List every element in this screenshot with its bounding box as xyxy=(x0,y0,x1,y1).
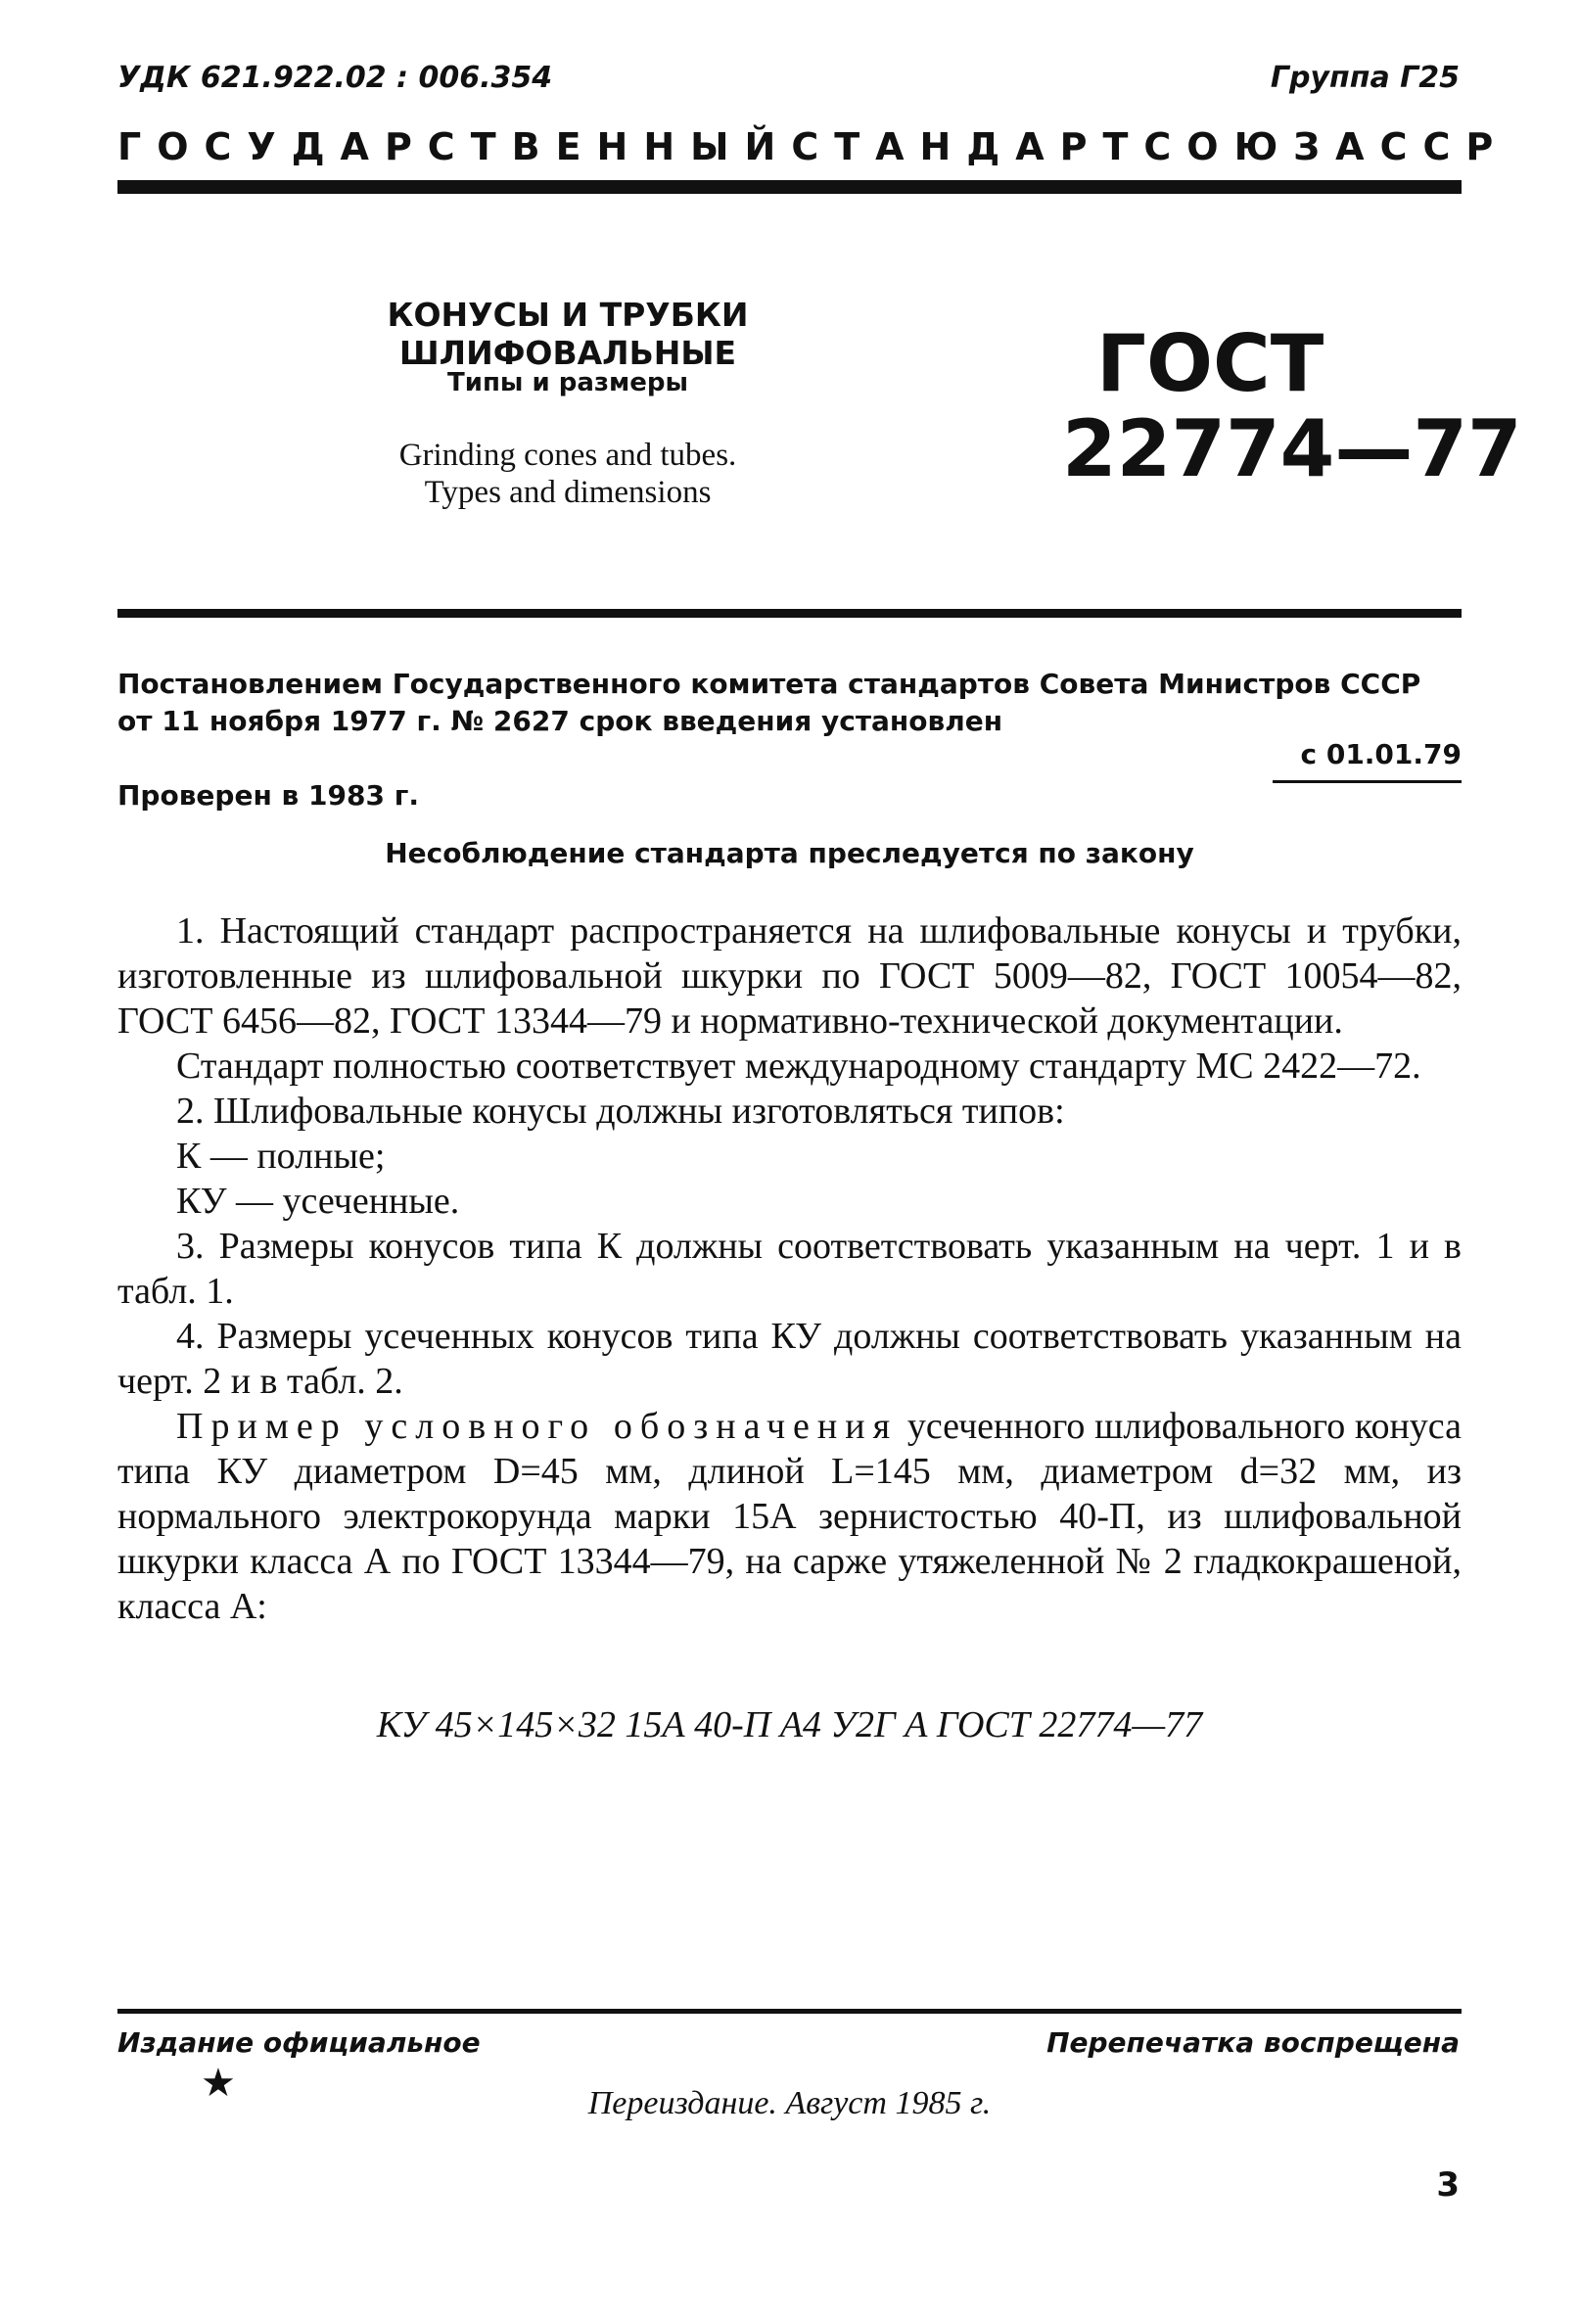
gost-number: 22774—77 xyxy=(1062,403,1522,494)
star-icon: ★ xyxy=(201,2061,236,2105)
paragraph-3: 2. Шлифовальные конусы должны изготовляться типов: xyxy=(176,1091,1065,1132)
english-title-line-1: Grinding cones and tubes. xyxy=(398,438,737,473)
paragraph-8 xyxy=(117,1404,1462,1629)
effective-date: с 01.01.79 xyxy=(1300,738,1462,770)
paragraph-4: К — полные; xyxy=(176,1136,386,1177)
footer-rule xyxy=(117,2009,1462,2014)
reprint-prohibited: Перепечатка воспрещена xyxy=(1046,2026,1460,2059)
udk-code: УДК 621.922.02 : 006.354 xyxy=(117,61,553,95)
english-title-line-2: Types and dimensions xyxy=(424,475,712,510)
date-underline xyxy=(1273,780,1462,783)
paragraph-5: КУ — усеченные. xyxy=(176,1181,460,1222)
page-number: 3 xyxy=(1436,2165,1460,2205)
state-word-1: ГОСУДАРСТВЕННЫЙ xyxy=(117,125,792,168)
state-word-4: ССР xyxy=(1379,125,1509,168)
paragraph-7: 4. Размеры усеченных конусов типа КУ должны соответствовать указанным на черт. 2 и в табл. 2. xyxy=(117,1316,1462,1402)
header-rule xyxy=(117,180,1462,194)
doc-title: КОНУСЫ И ТРУБКИ ШЛИФОВАЛЬНЫЕ xyxy=(387,296,749,372)
checked-year: Проверен в 1983 г. xyxy=(117,779,419,812)
paragraph-2: Стандарт полностью соответствует международному стандарту МС 2422—72. xyxy=(176,1046,1421,1087)
title-rule xyxy=(117,609,1462,618)
paragraph-6: 3. Размеры конусов типа К должны соответствовать указанным на черт. 1 и в табл. 1. xyxy=(117,1226,1462,1312)
official-edition: Издание официальное xyxy=(117,2026,481,2059)
reissue-note: Переиздание. Август 1985 г. xyxy=(587,2085,992,2121)
state-standard-header xyxy=(117,125,1509,168)
state-word-3: СОЮЗА xyxy=(1143,125,1380,168)
gost-label: ГОСТ xyxy=(1096,318,1324,409)
decree-text: Постановлением Государственного комитета стандартов Совета Министров СССР от 11 ноября 1977 г. № 2627 срок введения установлен xyxy=(117,668,1421,737)
designation-example: КУ 45×145×32 15А 40-П А4 У2Г А ГОСТ 22774—77 xyxy=(376,1704,1203,1745)
body-text xyxy=(117,908,1462,1629)
example-text: усеченного шлифовального конуса типа КУ диаметром D=45 мм, длиной L=145 мм, диаметром d=32 мм, из нормального электрокорунда марки 15А зернистостью 40-П, из шлифовальной шкурки класса А по ГОСТ 13344—79, на саржe утяжеленной № 2 гладкокрашеной, класса А: xyxy=(117,1406,1462,1627)
example-heading: Пример условного обозначения xyxy=(176,1406,899,1447)
english-title xyxy=(255,437,881,511)
group-code: Группа Г25 xyxy=(1270,61,1460,95)
legal-warning: Несоблюдение стандарта преследуется по закону xyxy=(385,837,1194,869)
state-word-2: СТАНДАРТ xyxy=(791,125,1144,168)
doc-subtitle: Типы и размеры xyxy=(446,368,689,397)
paragraph-1: 1. Настоящий стандарт распространяется на шлифовальные конусы и трубки, изготовленные из шлифовальной шкурки по ГОСТ 5009—82, ГОСТ 10054—82, ГОСТ 6456—82, ГОСТ 13344—79 и нормативно-технической документации. xyxy=(117,910,1462,1042)
